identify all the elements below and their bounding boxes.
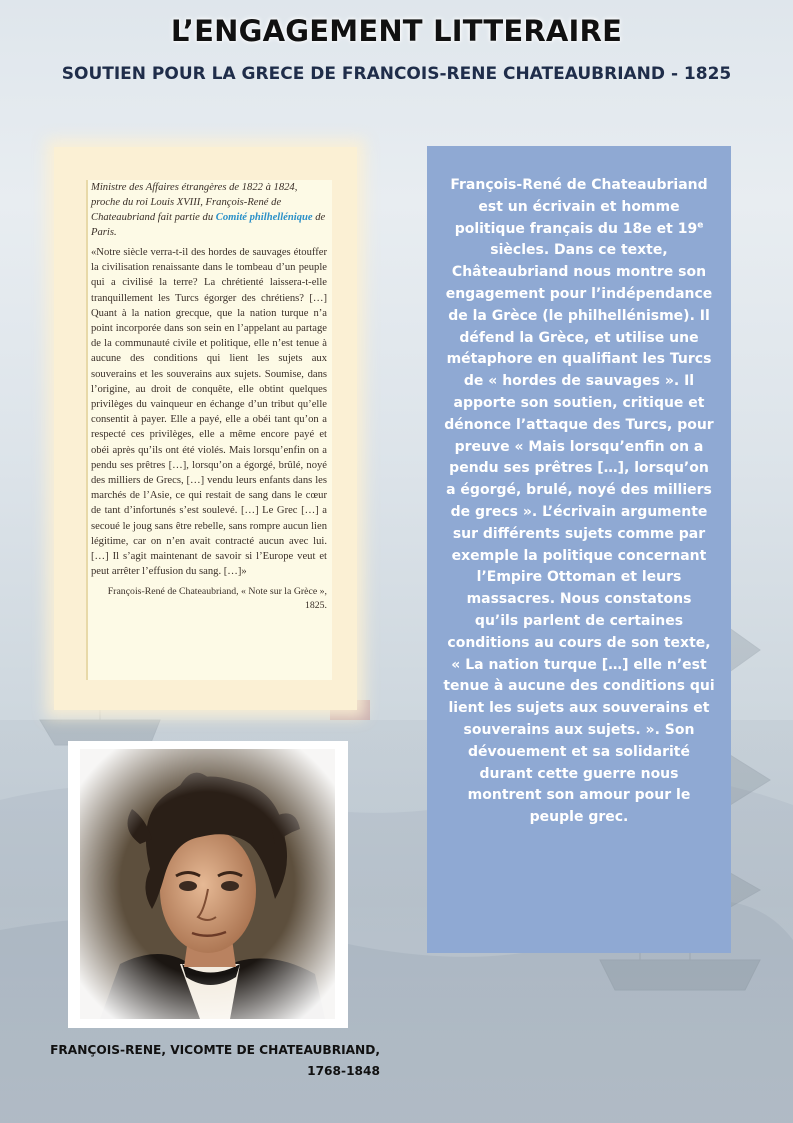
commentary-superscript: e	[697, 219, 704, 230]
portrait-frame	[68, 741, 348, 1028]
portrait-chateaubriand	[80, 749, 335, 1019]
intro-text: Ministre des Affaires étrangères de 1822 à 1824, proche du roi Louis XVIII, François-René de Chateaubriand fait partie du	[91, 182, 298, 223]
portrait-caption	[20, 1040, 380, 1082]
excerpt-card	[86, 180, 332, 680]
caption-name: FRANÇOIS-RENE, VICOMTE DE CHATEAUBRIAND,	[50, 1043, 380, 1057]
commentary-part-1: François-René de Chateaubriand est un écrivain et homme politique français du 18e et 19	[450, 177, 708, 237]
intro-highlight: Comité philhellénique	[215, 212, 313, 223]
commentary-part-2: siècles. Dans ce texte, Châteaubriand nous montre son engagement pour l’indépendance de la Grèce (le philhellénisme). Il défend la Grèce, et utilise une métaphore en qualifiant les Turcs de « hordes de sauvages ». Il apporte son soutien, critique et dénonce l’attaque des Turcs, pour preuve « Mais lorsqu’enfin on a pendu ses prêtres […], lorsqu’on a égorgé, brulé, noyé des milliers de grecs ». L’écrivain argumente sur différents sujets comme par exemple la politique concernant l’Empire Ottoman et leurs massacres. Nous constatons qu’ils parlent de certaines conditions au cours de son texte, « La nation turque […] elle n’est tenue à aucune des conditions qui lient les sujets aux souverains et souverains aux sujets. ». Son dévouement et sa solidarité durant cette guerre nous montrent son amour pour le peuple grec.	[443, 242, 715, 826]
excerpt-border	[86, 180, 88, 680]
caption-dates: 1768-1848	[307, 1064, 380, 1078]
excerpt-source: François-René de Chateaubriand, « Note sur la Grèce », 1825.	[107, 586, 327, 612]
page-title: L’ENGAGEMENT LITTERAIRE	[170, 14, 623, 48]
intro-end: de Paris.	[91, 212, 326, 238]
commentary-text	[443, 175, 715, 829]
page-subtitle: SOUTIEN POUR LA GRECE DE FRANCOIS-RENE CHATEAUBRIAND - 1825	[61, 64, 732, 84]
excerpt-quote: «Notre siècle verra-t-il des hordes de sauvages étouffer la civilisation renaissante dans le tombeau d’un peuple qui a civilisé la terre? La chrétienté laissera-t-elle tranquillement les Turcs égorger des chrétiens? […] Quant à la nation grecque, que la nation turque n’a point incorporée dans son sein en l’appelant au partage de la communauté civile et politique, elle n’est tenue à aucune des conditions qui lient les sujets aux souverains et les souverains aux sujets. Soumise, dans l’origine, au droit de conquête, elle obtint quelques privilèges du vainqueur en échange d’un tribut qu’elle consentit à payer. Elle a payé, elle a obéi tant qu’on a respecté ces privilèges, elle a même encore payé et obéi après qu’ils ont été violés. Mais lorsqu’enfin on a pendu ses prêtres […], lorsqu’on a égorgé, brûlé, noyé des milliers de Grecs, […] vendu leurs enfants dans les marchés de l’Asie, ce qui restait de sang dans le cœur de tant d’infortunés s’est soulevé. […] Le Grec […] a secoué le joug sans être rebelle, sans rompre aucun lien légitime, car on n’en avait contracté aucun avec lui. […] Il s’agit maintenant de savoir si l’Europe veut et peut arrêter l’effusion du sang. […]»	[91, 247, 327, 578]
excerpt-intro	[91, 180, 327, 240]
